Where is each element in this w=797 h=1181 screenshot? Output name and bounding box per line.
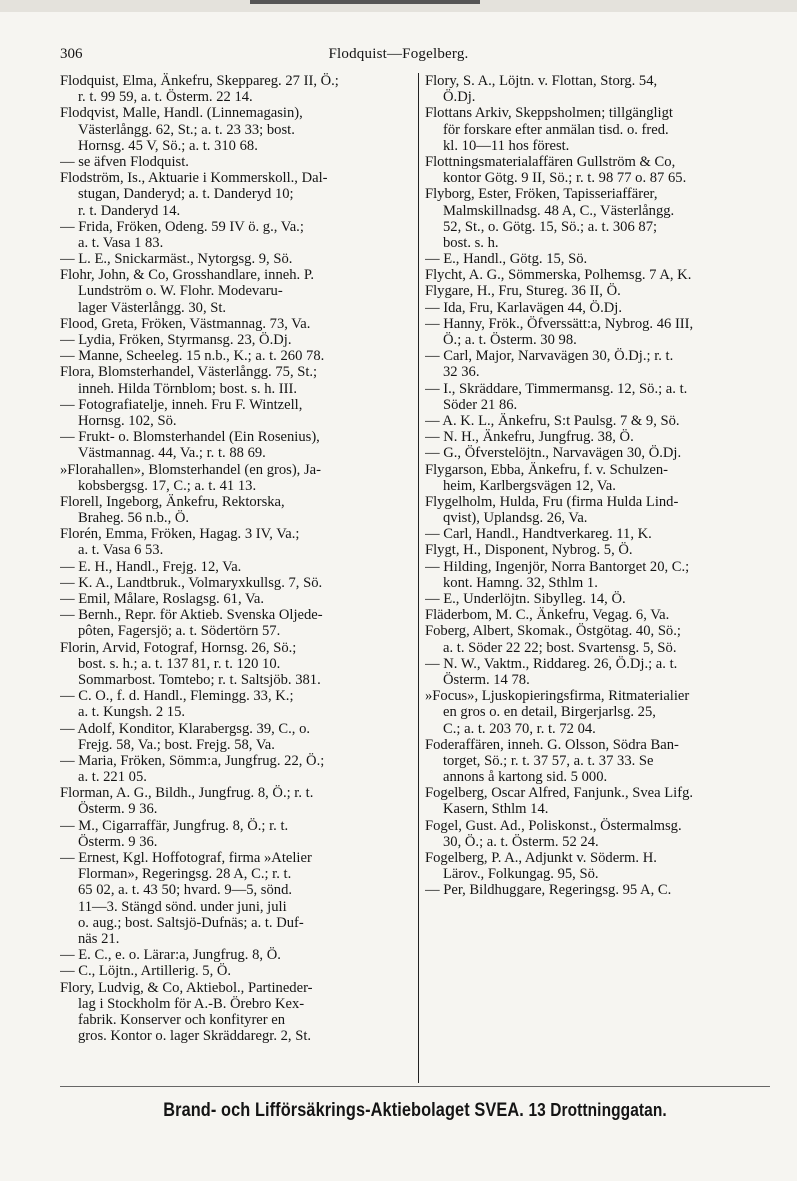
right-entry-line: Flygelholm, Hulda, Fru (firma Hulda Lind- [425,493,679,510]
left-entry-line: fabrik. Konserver och konfityrer en [78,1011,286,1028]
left-entry-line: gros. Kontor o. lager Skräddaregr. 2, St. [78,1028,312,1045]
left-column [60,73,414,1044]
left-entry-line: 65 02, a. t. 43 50; hvard. 9—5, sönd. [78,882,293,899]
right-entry-line: — I., Skräddare, Timmermansg. 12, Sö.; a. t. [425,380,688,397]
left-entry-line: Lundström o. W. Flohr. Modevaru- [78,283,283,300]
right-entry-line: Kasern, Sthlm 14. [443,801,549,818]
left-entry-line: kobsbergsg. 17, C.; a. t. 41 13. [78,477,257,494]
right-entry-line: kl. 10—11 hos förest. [443,137,570,154]
left-entry-line: pôten, Fagersjö; a. t. Södertörn 57. [78,623,281,640]
left-entry-line: — E. H., Handl., Frejg. 12, Va. [60,558,242,575]
left-entry-line: a. t. Vasa 6 53. [78,542,164,559]
left-entry-line: Hornsg. 102, Sö. [78,412,177,429]
left-entry-line: Flodström, Is., Aktuarie i Kommerskoll., Dal- [60,170,328,187]
right-entry-line: — Per, Bildhuggare, Regeringsg. 95 A, C. [425,882,672,899]
right-entry-line: qvist), Uplandsg. 26, Va. [443,510,588,527]
right-entry-line: — N. H., Änkefru, Jungfrug. 38, Ö. [425,429,634,446]
left-entry-line: stugan, Danderyd; a. t. Danderyd 10; [78,186,294,203]
left-entry-line: lager Västerlångg. 30, St. [78,299,227,316]
right-entry-line: kont. Hamng. 32, Sthlm 1. [443,574,598,591]
left-entry-line: — Adolf, Konditor, Klarabergsg. 39, C., o. [60,720,311,737]
right-column [425,73,770,899]
left-entry-line: Österm. 9 36. [78,801,158,818]
right-entry-line: a. t. Söder 22 22; bost. Svartensg. 5, Sö. [443,639,677,656]
left-entry-line: lag i Stockholm för A.-B. Örebro Kex- [78,995,305,1012]
right-entry-line: 52, St., o. Götg. 15, Sö.; a. t. 306 87; [443,218,658,235]
right-entry-line: — A. K. L., Änkefru, S:t Paulsg. 7 & 9, Sö. [425,412,680,429]
right-entry-line: Foberg, Albert, Skomak., Östgötag. 40, Sö.; [425,623,681,640]
left-entry-line: — Ernest, Kgl. Hoffotograf, firma »Atelier [60,850,312,866]
right-entry-line: — Carl, Major, Narvavägen 30, Ö.Dj.; r. t. [425,348,674,365]
left-entry-line: Braheg. 56 n.b., Ö. [78,510,190,527]
left-entry-line: a. t. Vasa 1 83. [78,234,164,251]
left-entry-line: — L. E., Snickarmäst., Nytorgsg. 9, Sö. [60,251,293,268]
running-head: Flodquist—Fogelberg. [328,46,469,62]
right-entry-line: bost. s. h. [443,234,499,251]
left-entry-line: Västmannag. 44, Va.; r. t. 88 69. [78,445,266,462]
right-entry-line: torget, Sö.; r. t. 37 57, a. t. 37 33. Se [443,752,654,769]
left-entry-line: — Maria, Fröken, Sömm:a, Jungfrug. 22, Ö.; [60,752,325,769]
left-entry-line: Flory, Ludvig, & Co, Aktiebol., Partineder- [60,979,313,996]
left-entry-line: Frejg. 58, Va.; bost. Frejg. 58, Va. [78,736,275,753]
right-entry-line: Flycht, A. G., Sömmerska, Polhemsg. 7 A, K. [425,267,692,284]
left-entry-line: — M., Cigarraffär, Jungfrug. 8, Ö.; r. t. [60,817,289,834]
right-entry-line: för forskare efter anmälan tisd. o. fred. [443,121,669,138]
right-entry-line: Flygarson, Ebba, Änkefru, f. v. Schulzen- [425,461,669,478]
left-entry-line: a. t. 221 05. [78,769,147,786]
right-entry-line: Fogelberg, Oscar Alfred, Fanjunk., Svea Lifg. [425,785,694,802]
left-entry-line: näs 21. [78,930,120,947]
right-entry-line: Foderaffären, inneh. G. Olsson, Södra Ban- [425,736,679,753]
right-entry-line: Ö.; a. t. Österm. 30 98. [443,332,577,348]
page-number: 306 [60,46,83,62]
advertisement-rule [60,1086,770,1087]
right-entry-line: — Ida, Fru, Karlavägen 44, Ö.Dj. [425,299,622,316]
right-entry-line: »Focus», Ljuskopieringsfirma, Ritmaterialier [425,688,690,705]
right-entry-line: kontor Götg. 9 II, Sö.; r. t. 98 77 o. 87 65. [443,170,687,187]
right-entry-line: Fogel, Gust. Ad., Poliskonst., Östermalmsg. [425,817,682,834]
right-entry-line: — Hanny, Frök., Öfverssätt:a, Nybrog. 46 III, [425,315,694,332]
right-entry-line: — G., Öfverstelöjtn., Narvavägen 30, Ö.Dj. [425,445,682,462]
right-entry-line: — Hilding, Ingenjör, Norra Bantorget 20, C.; [425,558,690,575]
left-entry-line: Flodqvist, Malle, Handl. (Linnemagasin), [60,105,303,122]
right-entry-line: C.; a. t. 203 70, r. t. 72 04. [443,720,596,737]
right-entry-line: Ö.Dj. [443,89,476,106]
left-entry-line: Florin, Arvid, Fotograf, Hornsg. 26, Sö.; [60,639,297,656]
right-entry-line: — Carl, Handl., Handtverkareg. 11, K. [425,526,652,543]
left-entry-line: — Lydia, Fröken, Styrmansg. 23, Ö.Dj. [60,332,292,348]
left-entry-line: — E. C., e. o. Lärar:a, Jungfrug. 8, Ö. [60,947,281,964]
left-entry-line: — C., Löjtn., Artillerig. 5, Ö. [60,963,232,980]
left-entry-line: — Frukt- o. Blomsterhandel (Ein Rosenius), [60,429,320,446]
advertisement-banner [110,1100,721,1122]
left-entry-line: Österm. 9 36. [78,833,158,850]
left-entry-line: inneh. Hilda Törnblom; bost. s. h. III. [78,380,298,397]
column-divider [418,73,419,1083]
right-entry-line: Österm. 14 78. [443,671,530,688]
right-entry-line: — E., Handl., Götg. 15, Sö. [425,251,588,268]
left-entry-line: — Bernh., Repr. för Aktieb. Svenska Oljede- [60,607,323,624]
left-entry-line: Flodquist, Elma, Änkefru, Skeppareg. 27 II, Ö.; [60,73,339,89]
right-entry-line: Söder 21 86. [443,396,518,413]
right-entry-line: 32 36. [443,364,480,381]
left-entry-line: — Manne, Scheeleg. 15 n.b., K.; a. t. 260 78. [60,348,325,365]
left-entry-line: Flohr, John, & Co, Grosshandlare, inneh. P. [60,267,314,284]
left-entry-line: Sommarbost. Tomtebo; r. t. Saltsjöb. 381. [78,671,321,688]
left-entry-line: Västerlångg. 62, St.; a. t. 23 33; bost. [78,121,295,138]
left-entry-line: Florén, Emma, Fröken, Hagag. 3 IV, Va.; [60,526,300,543]
right-entry-line: Flottningsmaterialaffären Gullström & Co, [425,153,676,170]
left-entry-line: Flood, Greta, Fröken, Västmannag. 73, Va. [60,315,311,332]
right-entry-line: Lärov., Folkungag. 95, Sö. [443,866,599,883]
advertisement-name: Brand- och Lifförsäkrings-Aktiebolaget SVEA. [163,1100,524,1121]
left-entry-line: Florman, A. G., Bildh., Jungfrug. 8, Ö.; r. t. [60,785,314,802]
left-entry-line: — Fotografiatelje, inneh. Fru F. Wintzell, [60,396,303,413]
scan-edge [0,0,797,12]
right-entry-line: annons å kartong sid. 5 000. [443,769,608,786]
left-entry-line: Florman», Regeringsg. 28 A, C.; r. t. [78,866,292,883]
right-entry-line: — N. W., Vaktm., Riddareg. 26, Ö.Dj.; a. t. [425,655,678,672]
left-entry-line: Hornsg. 45 V, Sö.; a. t. 310 68. [78,137,258,154]
left-entry-line: bost. s. h.; a. t. 137 81, r. t. 120 10. [78,655,281,672]
right-entry-line: Fogelberg, P. A., Adjunkt v. Söderm. H. [425,850,657,866]
left-entry-line: — C. O., f. d. Handl., Flemingg. 33, K.; [60,688,294,705]
left-entry-line: r. t. Danderyd 14. [78,202,181,219]
right-entry-line: Flottans Arkiv, Skeppsholmen; tillgängligt [425,105,673,122]
left-entry-line: Florell, Ingeborg, Änkefru, Rektorska, [60,493,285,510]
right-entry-line: heim, Karlbergsvägen 12, Va. [443,477,616,494]
left-entry-line: »Florahallen», Blomsterhandel (en gros), Ja- [60,461,321,478]
right-entry-line: Flory, S. A., Löjtn. v. Flottan, Storg. 54, [425,73,658,89]
right-entry-line: Flygare, H., Fru, Stureg. 36 II, Ö. [425,283,621,300]
advertisement-address: 13 Drottninggatan. [528,1100,667,1120]
left-entry-line: o. aug.; bost. Saltsjö-Dufnäs; a. t. Duf- [78,914,304,931]
right-entry-line: 30, Ö.; a. t. Österm. 52 24. [443,833,599,850]
right-entry-line: Fläderbom, M. C., Änkefru, Vegag. 6, Va. [425,607,670,624]
left-entry-line: Flora, Blomsterhandel, Västerlångg. 75, St.; [60,364,318,381]
right-entry-line: Malmskillnadsg. 48 A, C., Västerlångg. [443,202,675,219]
left-entry-line: — K. A., Landtbruk., Volmaryxkullsg. 7, Sö. [60,574,323,591]
left-entry-line: — Frida, Fröken, Odeng. 59 IV ö. g., Va.; [60,218,304,235]
right-entry-line: Flyborg, Ester, Fröken, Tapisseriaffärer, [425,186,658,203]
left-entry-line: — se äfven Flodquist. [60,153,189,170]
left-entry-line: r. t. 99 59, a. t. Österm. 22 14. [78,89,253,106]
right-entry-line: Flygt, H., Disponent, Nybrog. 5, Ö. [425,542,633,559]
right-entry-line: — E., Underlöjtn. Sibylleg. 14, Ö. [425,591,626,607]
left-entry-line: — Emil, Målare, Roslagsg. 61, Va. [60,591,265,607]
left-entry-line: 11—3. Stängd sönd. under juni, juli [78,898,287,915]
left-entry-line: a. t. Kungsh. 2 15. [78,704,186,721]
right-entry-line: en gros o. en detail, Birgerjarlsg. 25, [443,704,656,721]
